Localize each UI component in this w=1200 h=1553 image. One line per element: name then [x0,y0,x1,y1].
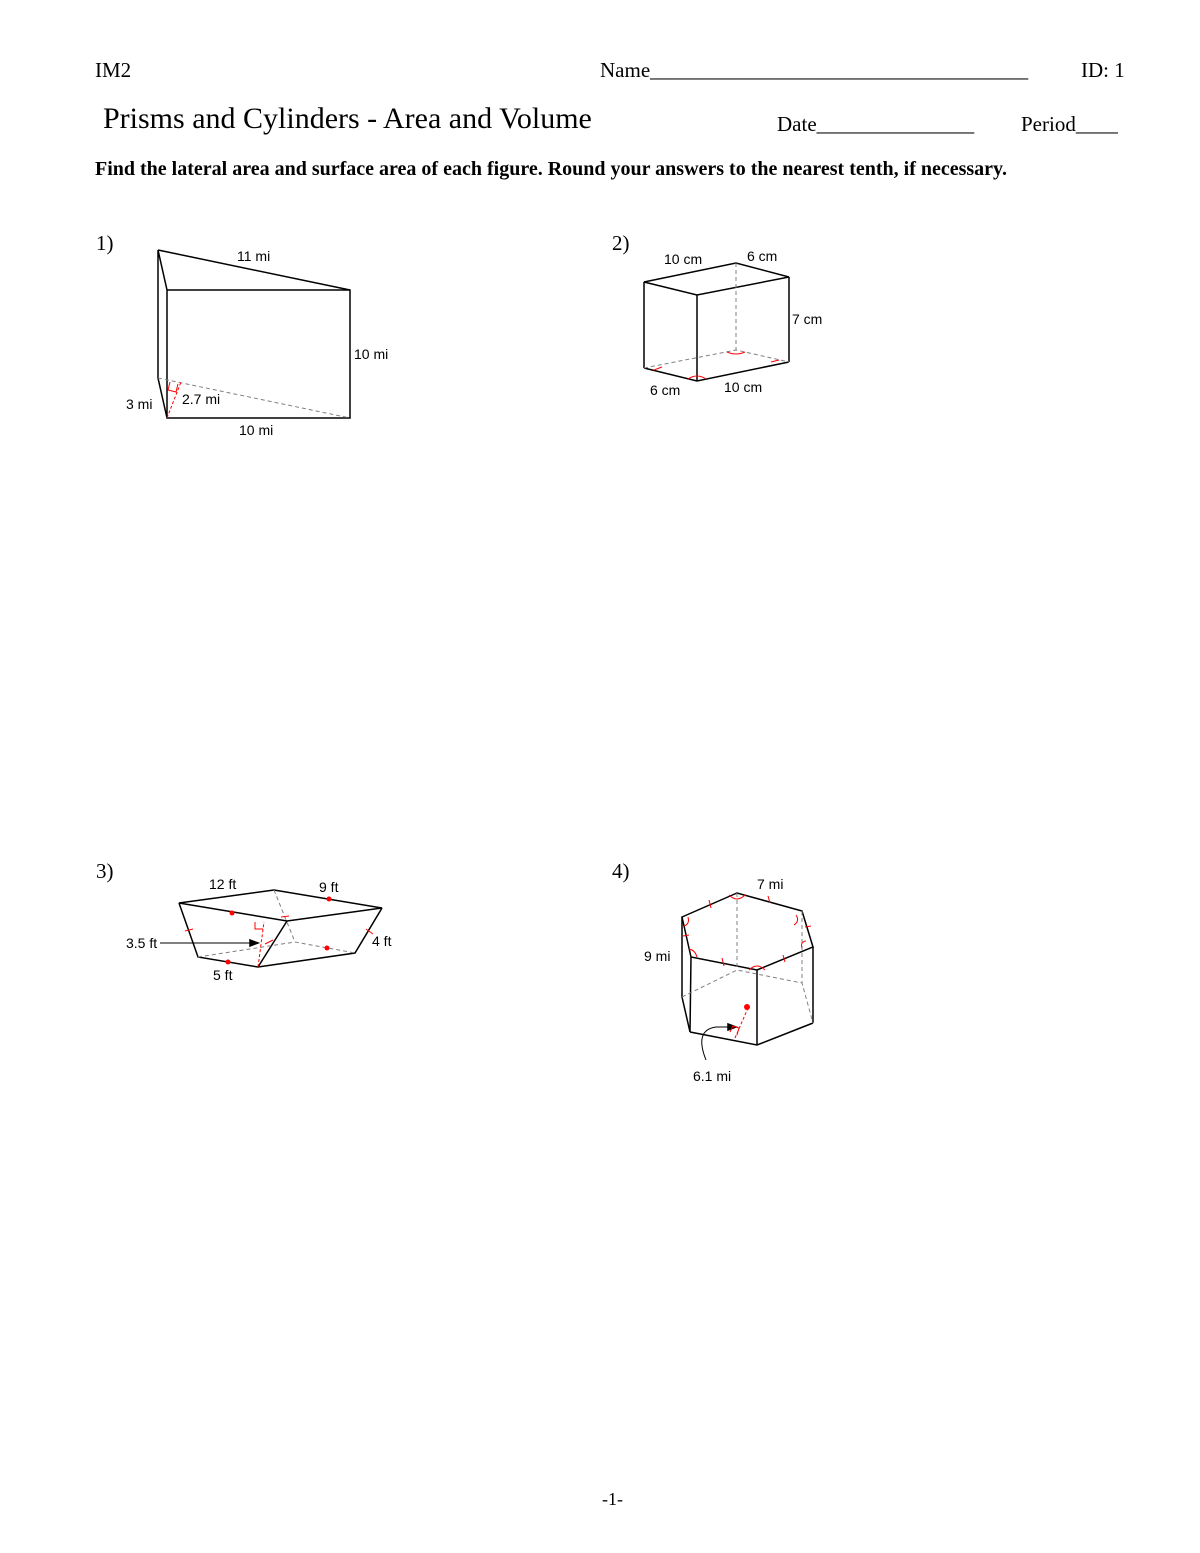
course-label: IM2 [95,58,132,82]
period-label: Period [1021,112,1076,136]
fig4-label-side: 7 mi [757,876,784,892]
page-number: -1- [602,1489,623,1509]
fig2-label-height: 7 cm [792,311,823,327]
fig1-label-side: 3 mi [126,396,153,412]
fig3-label-length: 9 ft [319,879,339,895]
period-line: ____ [1075,112,1118,136]
date-line: _______________ [816,112,975,136]
name-line: ____________________________________ [650,58,1029,82]
page-title: Prisms and Cylinders - Area and Volume [103,102,592,135]
fig3-label-long-base: 12 ft [209,876,237,892]
problem-1-number: 1) [96,231,114,255]
id-label: ID: 1 [1081,58,1125,82]
instructions: Find the lateral area and surface area of each figure. Round your answers to the nearest tenth, if necessary. [95,158,1007,180]
fig2-label-top-width: 6 cm [747,248,778,264]
problem-4-number: 4) [612,859,630,883]
fig2-label-length: 10 cm [724,379,763,395]
fig1-label-altitude: 2.7 mi [182,391,221,407]
name-label: Name [600,58,651,82]
figure-3-trapezoidal-prism [160,890,382,967]
fig2-label-width: 6 cm [650,382,681,398]
problem-3-number: 3) [96,859,114,883]
fig3-label-short-base: 5 ft [213,967,233,983]
fig4-label-height: 9 mi [644,948,671,964]
fig1-label-base: 10 mi [239,422,274,438]
fig1-label-hyp: 11 mi [237,248,271,264]
fig1-label-height: 10 mi [354,346,389,362]
fig3-label-height: 3.5 ft [126,935,158,951]
fig2-label-top-length: 10 cm [664,251,703,267]
fig3-label-leg: 4 ft [372,933,392,949]
fig4-label-apothem: 6.1 mi [693,1068,732,1084]
figure-2-rectangular-prism [644,263,789,381]
problem-2-number: 2) [612,231,630,255]
date-label: Date [777,112,817,136]
figure-4-hexagonal-prism [682,893,813,1060]
